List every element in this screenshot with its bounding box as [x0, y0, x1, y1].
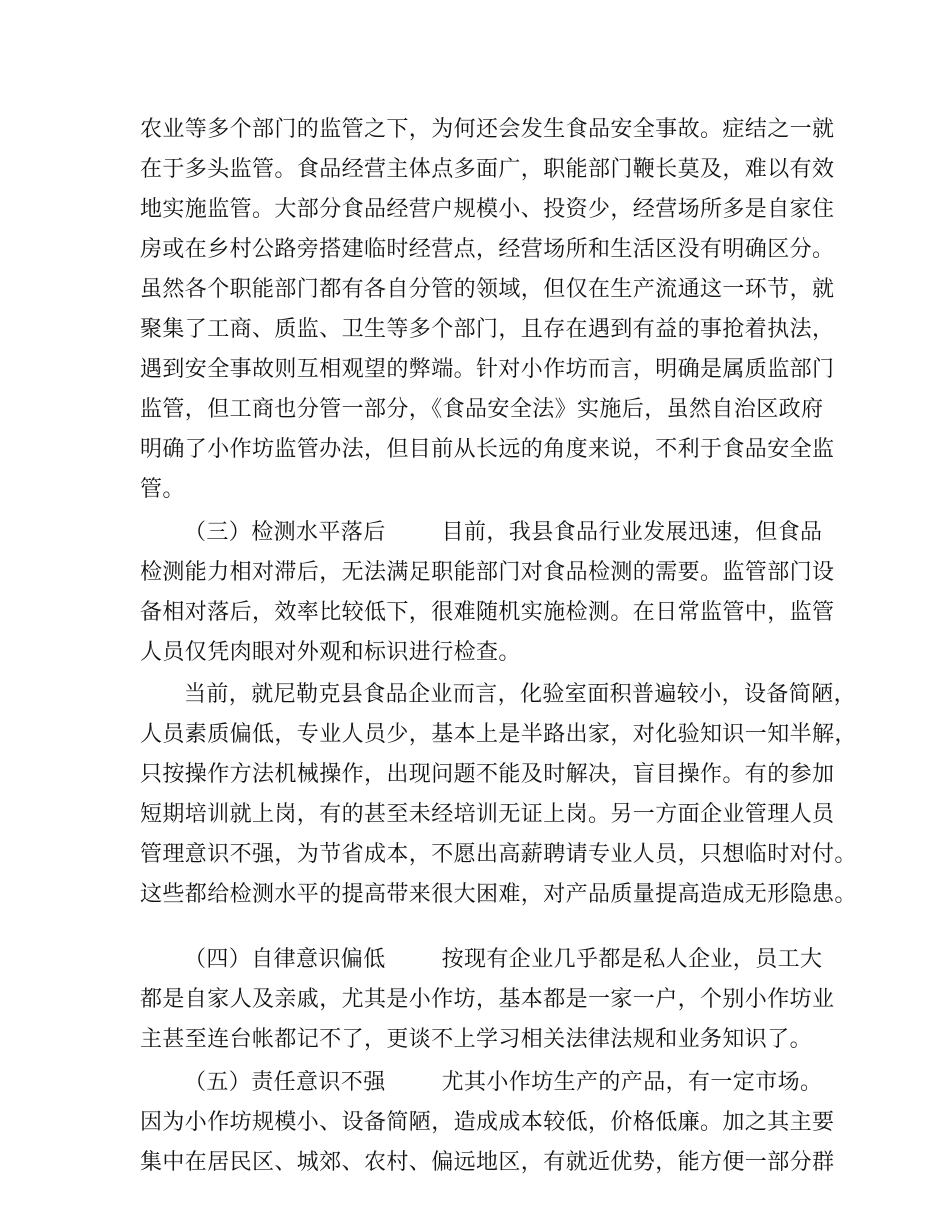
body-line: 虽然各个职能部门都有各自分管的领域，但仅在生产流通这一环节，就: [140, 277, 835, 302]
section-3-first-line: [184, 513, 884, 553]
paragraph-current-first-line: 当前，就尼勒克县食品企业而言，化验室面积普遍较小，设备简陋，: [184, 682, 857, 707]
section-5-heading: （五）责任意识不强: [184, 1070, 386, 1095]
body-line: 人员素质偏低，专业人员少，基本上是半路出家，对化验知识一知半解，: [140, 722, 857, 747]
body-line: 备相对落后，效率比较低下，很难随机实施检测。在日常监管中，监管: [140, 600, 835, 625]
section-4-heading: （四）自律意识偏低: [184, 947, 386, 972]
body-line: 都是自家人及亲戚，尤其是小作坊，基本都是一家一户，个别小作坊业: [140, 987, 835, 1012]
body-line: 主甚至连台帐都记不了，更谈不上学习相关法律法规和业务知识了。: [140, 1027, 813, 1052]
section-3-heading: （三）检测水平落后: [184, 520, 386, 545]
body-line: 房或在乡村公路旁搭建临时经营点，经营场所和生活区没有明确区分。: [140, 237, 835, 262]
body-line: 集中在居民区、城郊、农村、偏远地区，有就近优势，能方便一部分群: [140, 1150, 835, 1175]
body-line: 检测能力相对滞后，无法满足职能部门对食品检测的需要。监管部门设: [140, 560, 835, 585]
section-4-first-line: [184, 940, 884, 980]
section-4-text: 按现有企业几乎都是私人企业，员工大: [441, 947, 823, 972]
body-line: 管理意识不强，为节省成本，不愿出高薪聘请专业人员，只想临时对付。: [140, 842, 857, 867]
section-5-text: 尤其小作坊生产的产品，有一定市场。: [441, 1070, 823, 1095]
body-line: 因为小作坊规模小、设备简陋，造成成本较低，价格低廉。加之其主要: [140, 1110, 835, 1135]
body-line: 农业等多个部门的监管之下，为何还会发生食品安全事故。症结之一就: [140, 117, 835, 142]
body-line: 监管，但工商也分管一部分，《食品安全法》实施后，虽然自治区政府: [140, 397, 824, 422]
body-line: 短期培训就上岗，有的甚至未经培训无证上岗。另一方面企业管理人员: [140, 802, 835, 827]
body-line: 管。: [140, 477, 185, 502]
body-line: 人员仅凭肉眼对外观和标识进行检查。: [140, 640, 521, 665]
body-line: 只按操作方法机械操作，出现问题不能及时解决，盲目操作。有的参加: [140, 762, 835, 787]
body-line: 明确了小作坊监管办法，但目前从长远的角度来说，不利于食品安全监: [140, 437, 835, 462]
section-5-first-line: [184, 1063, 884, 1103]
body-line: 在于多头监管。食品经营主体点多面广，职能部门鞭长莫及，难以有效: [140, 157, 835, 182]
section-3-text: 目前，我县食品行业发展迅速，但食品: [441, 520, 823, 545]
body-line: 地实施监管。大部分食品经营户规模小、投资少，经营场所多是自家住: [140, 197, 835, 222]
body-line: 聚集了工商、质监、卫生等多个部门，且存在遇到有益的事抢着执法，: [140, 317, 835, 342]
body-line: 遇到安全事故则互相观望的弊端。针对小作坊而言，明确是属质监部门: [140, 357, 835, 382]
body-line: 这些都给检测水平的提高带来很大困难，对产品质量提高造成无形隐患。: [140, 882, 857, 907]
